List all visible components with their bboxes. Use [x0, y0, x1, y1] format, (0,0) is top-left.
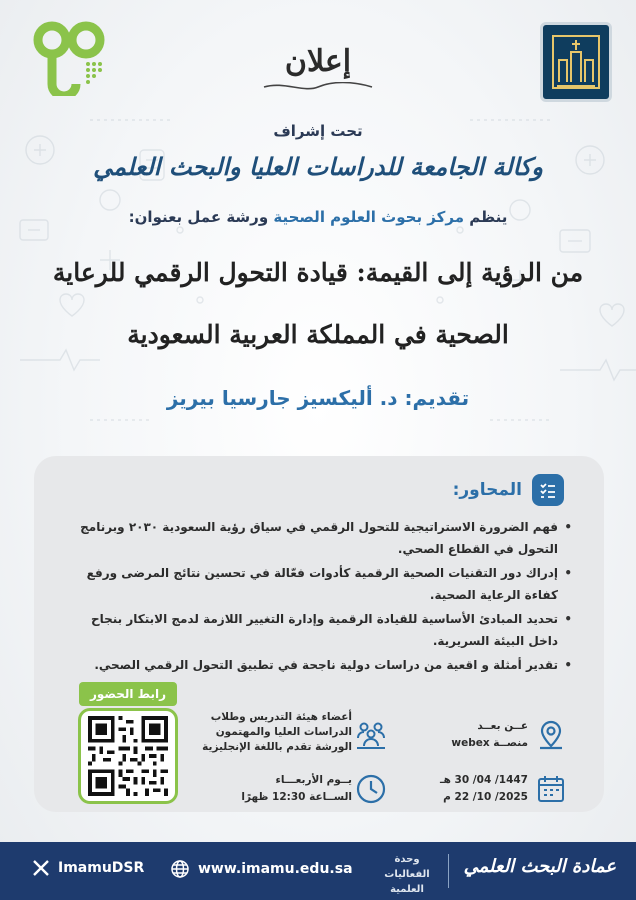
presenter-name: تقديم: د. أليكسيز جارسيا بيريز [166, 386, 470, 410]
mode-info [388, 718, 528, 752]
axes-item: • إدراك دور التقنيات الصحية الرقمية كأدوات فعّالة في تحسين نتائج المرضى ورفع كفاءة الرعاية الصحية. [64, 562, 574, 606]
audience-line: الدراسات العليا والمهتمون [215, 726, 352, 738]
attendance-qr-code[interactable] [78, 708, 178, 804]
day-time-info [202, 772, 352, 806]
website-link[interactable] [170, 859, 353, 879]
vice-rectorate-name: وكالة الجامعة للدراسات العليا والبحث العلمي [93, 152, 543, 181]
deanship-name: عمادة البحث العلمي [463, 856, 616, 877]
globe-icon [170, 859, 190, 879]
workshop-title-line1: من الرؤية إلى القيمة: قيادة التحول الرقمي للرعاية [52, 258, 584, 287]
audience-line: الورشة تقدم باللغة الإنجليزية [202, 741, 352, 753]
date-info [388, 772, 528, 806]
events-unit-name [374, 852, 440, 897]
location-pin-icon [534, 718, 568, 752]
axes-item: • فهم الضرورة الاستراتيجية للتحول الرقمي في سياق رؤية السعودية ٢٠٣٠ وبرنامج التحول في القطاع الصحي. [64, 516, 574, 560]
audience-info [202, 710, 352, 755]
gregorian-date: 2025/ 10/ 22 م [443, 791, 528, 803]
audience-line: أعضاء هيئة التدريس وطلاب [210, 711, 352, 723]
social-handle-text: ImamuDSR [58, 860, 145, 876]
axes-panel [34, 456, 604, 812]
title-underline-ornament [262, 82, 374, 92]
axes-item: • تحديد المبادئ الأساسية للقيادة الرقمية وإدارة التغيير اللازمة لدمج الابتكار بنجاح داخل البيئة السريرية. [64, 608, 574, 652]
time-line: الســاعة 12:30 ظهرًا [241, 791, 352, 803]
footer-bar [0, 842, 636, 900]
x-logo-icon [32, 859, 50, 877]
axes-header [453, 474, 564, 506]
supervision-label: تحت إشراف [273, 122, 363, 140]
day-line: يــوم الأربعـــاء [275, 774, 352, 786]
calendar-icon [534, 772, 568, 806]
mode-line: عــن بعــد [477, 720, 528, 732]
axes-list [64, 516, 574, 678]
checklist-icon [532, 474, 564, 506]
organizer-prefix: ينظم [469, 208, 508, 226]
audience-icon [354, 718, 388, 752]
clock-icon [354, 772, 388, 806]
axes-item: • تقدير أمثلة و اقعية من دراسات دولية ناجحة في تطبيق التحول الرقمي الصحي. [64, 654, 574, 676]
hijri-date: 1447/ 04/ 30 هـ [439, 774, 528, 786]
platform-line: منصــة webex [451, 737, 528, 749]
unit-name-line: العلمية [390, 884, 424, 895]
footer-divider [448, 854, 449, 888]
workshop-title-line2: الصحية في المملكة العربية السعودية [127, 320, 509, 349]
social-handle-link[interactable] [32, 859, 144, 877]
organizer-line [0, 208, 636, 226]
announcement-title: إعلان [284, 44, 352, 79]
unit-name-line: وحدة الفعاليات [384, 854, 430, 880]
organizer-center-name: مركز بحوث العلوم الصحية [273, 208, 464, 226]
website-text: www.imamu.edu.sa [198, 861, 353, 877]
organizer-suffix: ورشة عمل بعنوان: [128, 208, 269, 226]
attendance-link-button[interactable]: رابط الحضور [79, 682, 177, 706]
axes-label: المحاور: [452, 480, 522, 500]
